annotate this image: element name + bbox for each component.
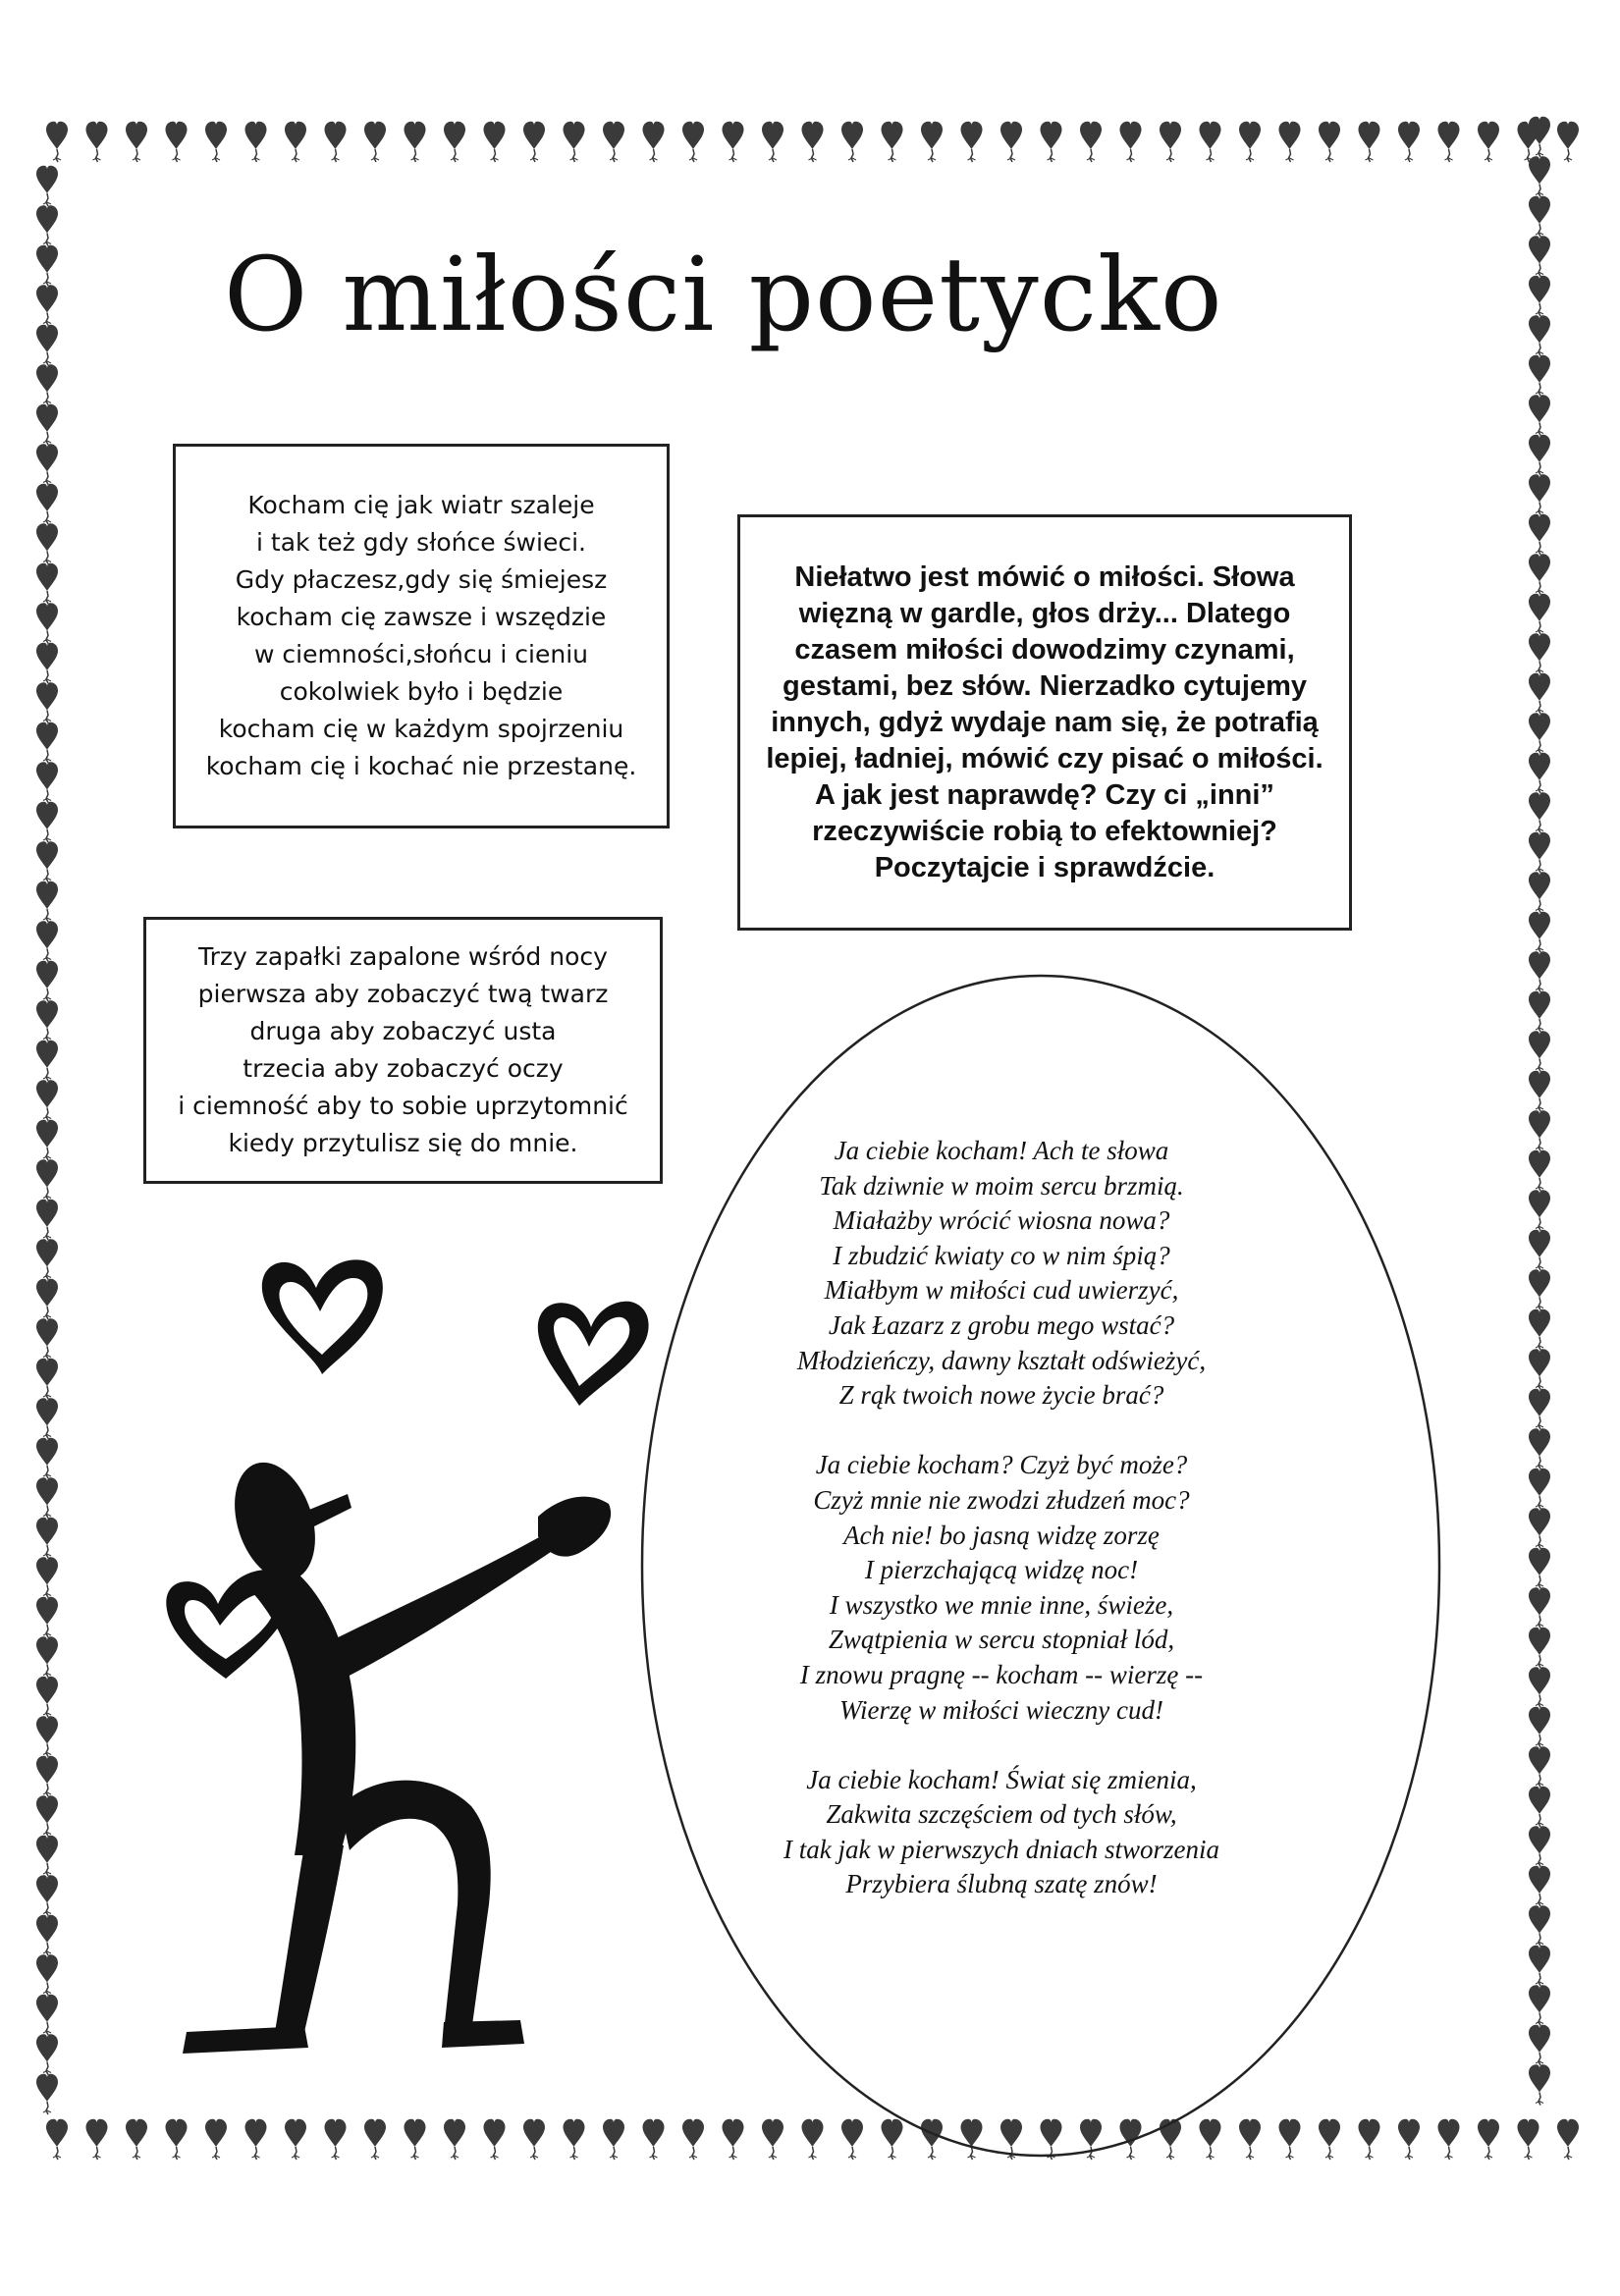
heart-balloon-icon <box>1529 1349 1550 1389</box>
intro-line: gestami, bez słów. Nierzadko cytujemy <box>783 669 1307 702</box>
heart-balloon-icon <box>1529 633 1550 673</box>
heart-balloon-icon <box>1529 1230 1550 1270</box>
heart-balloon-icon <box>1529 1389 1550 1429</box>
heart-balloon-icon <box>1000 122 1022 162</box>
poem-three-line: Młodzieńczy, dawny kształt odświeżyć, <box>796 1345 1207 1375</box>
heart-balloon-icon <box>36 2074 58 2114</box>
heart-balloon-icon <box>36 1159 58 1200</box>
heart-balloon-icon <box>1529 156 1550 196</box>
heart-balloon-icon <box>36 762 58 802</box>
intro-line: A jak jest naprawdę? Czy ci „inni” <box>815 778 1274 811</box>
heart-balloon-icon <box>1319 122 1340 162</box>
poem-three-line: Wierzę w miłości wieczny cud! <box>839 1694 1163 1725</box>
heart-balloon-icon <box>1478 2119 1499 2160</box>
heart-balloon-icon <box>484 2119 506 2160</box>
poem-three-line: I pierzchającą widzę noc! <box>864 1555 1139 1585</box>
heart-balloon-icon <box>1529 196 1550 237</box>
poem-three-line: Miałażby wrócić wiosna nowa? <box>833 1205 1170 1236</box>
heart-balloon-icon <box>1529 276 1550 316</box>
heart-balloon-icon <box>1529 514 1550 555</box>
heart-balloon-icon <box>36 1915 58 1955</box>
heart-balloon-icon <box>1239 122 1261 162</box>
heart-balloon-icon <box>36 325 58 365</box>
poem-one-line: Kocham cię jak wiatr szaleje <box>247 491 595 519</box>
heart-balloon-icon <box>1529 1071 1550 1111</box>
intro-box <box>737 514 1352 931</box>
heart-balloon-icon <box>1529 1428 1550 1468</box>
heart-balloon-icon <box>444 2119 465 2160</box>
heart-balloon-icon <box>1529 1309 1550 1350</box>
heart-balloon-icon <box>1529 991 1550 1032</box>
heart-balloon-icon <box>1529 435 1550 475</box>
heart-balloon-icon <box>1529 1190 1550 1230</box>
heart-balloon-icon <box>1529 1946 1550 1986</box>
heart-balloon-icon <box>36 1995 58 2035</box>
heart-balloon-icon <box>36 404 58 445</box>
heart-balloon-icon <box>1529 2025 1550 2065</box>
poem-one-line: i tak też gdy słońce świeci. <box>256 528 586 557</box>
heart-balloon-icon <box>1529 236 1550 276</box>
heart-balloon-icon <box>36 285 58 325</box>
poem-two-line: druga aby zobaczyć usta <box>249 1017 557 1045</box>
poem-one-box <box>173 444 670 828</box>
poem-three-line: Zakwita szczęściem od tych słów, <box>826 1799 1177 1830</box>
heart-balloon-icon <box>1478 122 1499 162</box>
poem-three-line: Ja ciebie kocham? Czyż być może? <box>815 1450 1188 1480</box>
poem-three-line: I zbudzić kwiaty co w nim śpią? <box>833 1240 1170 1270</box>
heart-balloon-icon <box>86 122 108 162</box>
heart-balloon-icon <box>1529 1905 1550 1946</box>
heart-balloon-icon <box>921 122 943 162</box>
heart-balloon-icon <box>1529 594 1550 634</box>
heart-balloon-icon <box>523 122 545 162</box>
heart-balloon-icon <box>1529 1031 1550 1071</box>
poem-three-stanza <box>727 1134 1276 1414</box>
poem-three-line: Tak dziwnie w moim sercu brzmią. <box>819 1170 1184 1201</box>
heart-balloon-icon <box>484 122 506 162</box>
heart-balloon-icon <box>36 1597 58 1637</box>
poem-three-line: I znowu pragnę -- kocham -- wierzę -- <box>799 1659 1204 1689</box>
heart-balloon-icon <box>1529 474 1550 514</box>
heart-balloon-icon <box>36 921 58 961</box>
heart-balloon-icon <box>682 122 704 162</box>
heart-balloon-icon <box>1529 673 1550 714</box>
poem-two-line: pierwsza aby zobaczyć twą twarz <box>197 980 609 1008</box>
heart-balloon-icon <box>46 122 68 162</box>
heart-balloon-icon <box>36 1318 58 1359</box>
heart-balloon-icon <box>882 122 903 162</box>
heart-balloon-icon <box>126 2119 147 2160</box>
heart-balloon-icon <box>166 2119 188 2160</box>
heart-balloon-icon <box>841 122 863 162</box>
heart-balloon-icon <box>1529 315 1550 355</box>
heart-balloon-icon <box>36 1359 58 1399</box>
heart-balloon-icon <box>36 1636 58 1677</box>
heart-balloon-icon <box>36 245 58 286</box>
heart-balloon-icon <box>603 2119 624 2160</box>
heart-balloon-icon <box>36 603 58 643</box>
poem-three-line: I wszystko we mnie inne, świeże, <box>829 1589 1174 1620</box>
heart-balloon-icon <box>1557 122 1579 162</box>
poem-three-stanza <box>727 1448 1276 1728</box>
heart-balloon-icon <box>802 122 824 162</box>
heart-balloon-icon <box>1529 1548 1550 1588</box>
heart-balloon-icon <box>36 563 58 604</box>
poem-three-line: Miałbym w miłości cud uwierzyć, <box>824 1275 1179 1306</box>
heart-balloon-icon <box>1557 2119 1579 2160</box>
poem-one-line: kocham cię i kochać nie przestanę. <box>205 752 637 780</box>
heart-balloon-icon <box>36 1200 58 1240</box>
heart-balloon-icon <box>86 2119 108 2160</box>
heart-balloon-icon <box>564 2119 585 2160</box>
intro-line: innych, gdyż wydaje nam się, że potrafią <box>771 706 1319 738</box>
heart-balloon-icon <box>1529 554 1550 594</box>
intro-line: Niełatwo jest mówić o miłości. Słowa <box>794 561 1295 593</box>
heart-balloon-icon <box>1529 951 1550 991</box>
heart-balloon-icon <box>1529 872 1550 912</box>
poem-three-line: Ach nie! bo jasną widzę zorzę <box>843 1520 1160 1550</box>
heart-balloon-icon <box>36 1836 58 1876</box>
heart-balloon-icon <box>1529 1826 1550 1866</box>
heart-balloon-icon <box>1529 912 1550 952</box>
poem-three <box>727 1134 1276 1902</box>
heart-balloon-icon <box>1438 122 1460 162</box>
heart-balloon-icon <box>36 1557 58 1597</box>
page-title: O miłości poetycko <box>224 235 1223 354</box>
poem-three-line: Ja ciebie kocham! Ach te słowa <box>834 1136 1169 1165</box>
heart-balloon-icon <box>36 1795 58 1836</box>
heart-balloon-icon <box>364 122 386 162</box>
poem-three-line: Z rąk twoich nowe życie brać? <box>838 1380 1164 1411</box>
heart-balloon-icon <box>1359 122 1380 162</box>
intro-line: więzną w gardle, głos drży... Dlatego <box>798 597 1291 629</box>
heart-balloon-icon <box>1529 1468 1550 1509</box>
poem-two-line: trzecia aby zobaczyć oczy <box>243 1054 564 1083</box>
heart-balloon-icon <box>325 2119 347 2160</box>
heart-balloon-icon <box>1529 713 1550 753</box>
heart-balloon-icon <box>1529 1667 1550 1707</box>
heart-balloon-icon <box>126 122 147 162</box>
heart-balloon-icon <box>36 1398 58 1438</box>
heart-balloon-icon <box>36 802 58 842</box>
heart-balloon-icon <box>36 841 58 881</box>
heart-balloon-icon <box>762 122 783 162</box>
poem-two-line: Trzy zapałki zapalone wśród nocy <box>198 942 608 971</box>
heart-balloon-icon <box>36 444 58 484</box>
heart-balloon-icon <box>36 682 58 722</box>
heart-balloon-icon <box>245 122 267 162</box>
heart-balloon-icon <box>405 2119 426 2160</box>
poem-one-line: kocham cię w każdym spojrzeniu <box>218 715 624 743</box>
heart-balloon-icon <box>1529 1985 1550 2025</box>
poem-three-line: Czyż mnie nie zwodzi złudzeń moc? <box>813 1484 1190 1515</box>
intro-line: lepiej, ładniej, mówić czy pisać o miłości. <box>766 742 1323 774</box>
heart-balloon-icon <box>36 1477 58 1518</box>
heart-balloon-icon <box>444 122 465 162</box>
heart-balloon-icon <box>1529 355 1550 396</box>
intro-line: czasem miłości dowodzimy czynami, <box>794 633 1295 666</box>
poem-one-line: cokolwiek było i będzie <box>279 677 564 706</box>
heart-balloon-icon <box>36 1080 58 1120</box>
poem-two-line: i ciemność aby to sobie uprzytomnić <box>178 1092 628 1120</box>
poem-three-line: Ja ciebie kocham! Świat się zmienia, <box>806 1764 1197 1794</box>
heart-balloon-icon <box>36 1120 58 1160</box>
heart-balloon-icon <box>36 1000 58 1041</box>
heart-balloon-icon <box>1041 122 1062 162</box>
heart-balloon-icon <box>36 1041 58 1081</box>
heart-balloon-icon <box>285 122 306 162</box>
heart-balloon-icon <box>1080 122 1102 162</box>
poem-three-line: I tak jak w pierwszych dniach stworzenia <box>783 1834 1219 1864</box>
intro-line: Poczytajcie i sprawdźcie. <box>874 851 1215 883</box>
heart-balloon-icon <box>36 722 58 763</box>
heart-balloon-icon <box>405 122 426 162</box>
heart-balloon-icon <box>1529 1746 1550 1787</box>
heart-balloon-icon <box>36 523 58 563</box>
heart-balloon-icon <box>1279 122 1301 162</box>
poem-one-line: kocham cię zawsze i wszędzie <box>236 603 607 631</box>
poem-two-box <box>143 917 663 1184</box>
heart-balloon-icon <box>1529 395 1550 435</box>
heart-balloon-icon <box>1160 122 1181 162</box>
poem-three-line: Jak Łazarz z grobu mego wstać? <box>828 1309 1175 1340</box>
heart-balloon-icon <box>205 122 227 162</box>
heart-balloon-icon <box>36 166 58 206</box>
heart-balloon-icon <box>36 1716 58 1756</box>
heart-balloon-icon <box>643 122 665 162</box>
heart-balloon-icon <box>1120 122 1142 162</box>
heart-balloon-icon <box>205 2119 227 2160</box>
poem-three-stanza <box>727 1763 1276 1902</box>
heart-balloon-icon <box>603 122 624 162</box>
heart-balloon-icon <box>1529 792 1550 832</box>
heart-balloon-icon <box>36 961 58 1001</box>
heart-balloon-icon <box>36 881 58 922</box>
kneeling-figure-icon <box>147 1217 697 2101</box>
heart-balloon-icon <box>1200 122 1221 162</box>
heart-balloon-icon <box>723 122 744 162</box>
heart-balloon-icon <box>564 122 585 162</box>
intro-line: rzeczywiście robią to efektowniej? <box>812 815 1277 847</box>
heart-balloon-icon <box>46 2119 68 2160</box>
heart-balloon-icon <box>36 643 58 683</box>
heart-balloon-icon <box>325 122 347 162</box>
heart-balloon-icon <box>1529 1707 1550 1747</box>
heart-balloon-icon <box>1529 1628 1550 1668</box>
heart-balloon-icon <box>36 205 58 245</box>
heart-balloon-icon <box>36 1954 58 1995</box>
heart-balloon-icon <box>1529 1787 1550 1827</box>
heart-balloon-icon <box>36 1677 58 1717</box>
heart-balloon-icon <box>1529 1508 1550 1548</box>
heart-balloon-icon <box>1529 1150 1550 1191</box>
poem-one-line: Gdy płaczesz,gdy się śmiejesz <box>235 565 608 594</box>
poem-one-line: w ciemności,słońcu i cieniu <box>253 640 589 668</box>
heart-balloon-icon <box>36 1875 58 1915</box>
heart-balloon-icon <box>36 2034 58 2074</box>
heart-balloon-icon <box>1398 122 1420 162</box>
heart-balloon-icon <box>36 484 58 524</box>
heart-balloon-icon <box>523 2119 545 2160</box>
heart-balloon-icon <box>36 1518 58 1558</box>
poem-three-line: Zwątpienia w sercu stopniał lód, <box>828 1625 1175 1655</box>
heart-balloon-icon <box>36 1239 58 1279</box>
heart-balloon-icon <box>1529 1110 1550 1150</box>
poem-three-line: Przybiera ślubną szatę znów! <box>845 1869 1158 1899</box>
heart-balloon-icon <box>285 2119 306 2160</box>
heart-balloon-icon <box>245 2119 267 2160</box>
heart-balloon-icon <box>1529 2064 1550 2105</box>
heart-balloon-icon <box>36 364 58 404</box>
heart-balloon-icon <box>364 2119 386 2160</box>
heart-balloon-icon <box>36 1438 58 1478</box>
heart-balloon-icon <box>36 1756 58 1796</box>
heart-balloon-icon <box>1529 1269 1550 1309</box>
heart-balloon-icon <box>961 122 983 162</box>
heart-balloon-icon <box>36 1279 58 1319</box>
heart-balloon-icon <box>1529 832 1550 873</box>
heart-balloon-icon <box>1518 2119 1539 2160</box>
heart-balloon-icon <box>1529 1587 1550 1628</box>
heart-balloon-icon <box>1529 1866 1550 1906</box>
heart-balloon-icon <box>1529 753 1550 793</box>
poem-two-line: kiedy przytulisz się do mnie. <box>228 1129 578 1157</box>
heart-balloon-icon <box>166 122 188 162</box>
